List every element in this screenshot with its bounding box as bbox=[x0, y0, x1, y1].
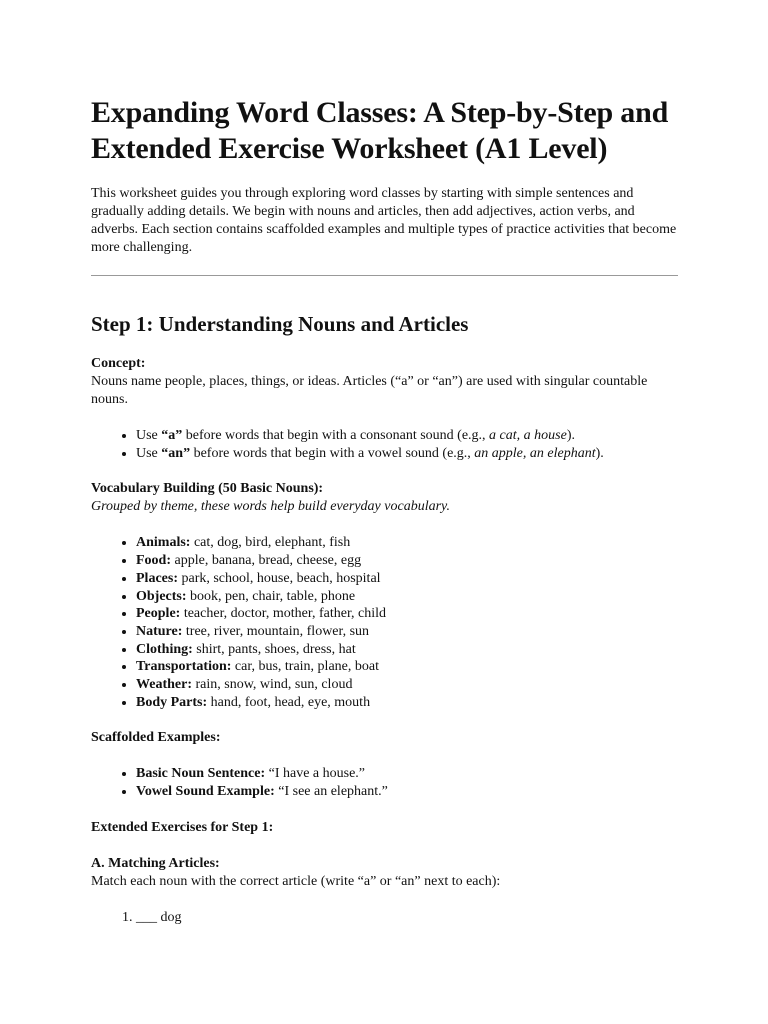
vocab-item: • Transportation: car, bus, train, plane, boat bbox=[136, 658, 678, 676]
vocab-item: • Body Parts: hand, foot, head, eye, mouth bbox=[136, 694, 678, 712]
vocab-item: • Clothing: shirt, pants, shoes, dress, hat bbox=[136, 641, 678, 659]
exercise-a-list bbox=[91, 909, 678, 927]
article-rule-item: • Use “an” before words that begin with a vowel sound (e.g., an apple, an elephant). bbox=[136, 445, 678, 463]
vocab-item: • Food: apple, banana, bread, cheese, egg bbox=[136, 552, 678, 570]
vocab-label: Vocabulary Building (50 Basic Nouns): bbox=[91, 481, 324, 497]
vocab-item: • Nature: tree, river, mountain, flower, sun bbox=[136, 623, 678, 641]
exercise-a-instructions: Match each noun with the correct article (write “a” or “an” next to each): bbox=[91, 873, 501, 889]
scaffold-list bbox=[91, 765, 678, 800]
vocab-item: • People: teacher, doctor, mother, father, child bbox=[136, 605, 678, 623]
section-divider bbox=[91, 275, 678, 276]
intro-paragraph: This worksheet guides you through exploring word classes by starting with simple sentences and gradually adding details. We begin with nouns and articles, then add adjectives, action verbs, and adverbs. Each section contains scaffolded examples and multiple types of practice activities that become more challenging. bbox=[91, 186, 677, 255]
concept-label: Concept: bbox=[91, 356, 146, 371]
step1-heading: Step 1: Understanding Nouns and Articles bbox=[91, 312, 469, 336]
scaffold-label: Scaffolded Examples: bbox=[91, 730, 221, 746]
vocab-item: • Objects: book, pen, chair, table, phone bbox=[136, 588, 678, 606]
scaffold-item: • Vowel Sound Example: “I see an elephant.” bbox=[136, 783, 678, 801]
article-rule-item: • Use “a” before words that begin with a consonant sound (e.g., a cat, a house). bbox=[136, 427, 678, 445]
vocab-note: Grouped by theme, these words help build everyday vocabulary. bbox=[91, 499, 450, 515]
extended-exercises-label: Extended Exercises for Step 1: bbox=[91, 819, 274, 835]
vocab-item: • Animals: cat, dog, bird, elephant, fish bbox=[136, 534, 678, 552]
article-rules-list bbox=[91, 427, 678, 462]
vocab-item: • Places: park, school, house, beach, hospital bbox=[136, 570, 678, 588]
exercise-a-label: A. Matching Articles: bbox=[91, 855, 220, 871]
vocab-item: • Weather: rain, snow, wind, sun, cloud bbox=[136, 676, 678, 694]
scaffold-item: • Basic Noun Sentence: “I have a house.” bbox=[136, 765, 678, 783]
exercise-item: 1. ___ dog bbox=[136, 909, 678, 927]
concept-text: Nouns name people, places, things, or ideas. Articles (“a” or “an”) are used with singular countable nouns. bbox=[91, 374, 648, 407]
vocab-list bbox=[91, 534, 678, 711]
page-title: Expanding Word Classes: A Step-by-Step and Extended Exercise Worksheet (A1 Level) bbox=[91, 96, 669, 165]
